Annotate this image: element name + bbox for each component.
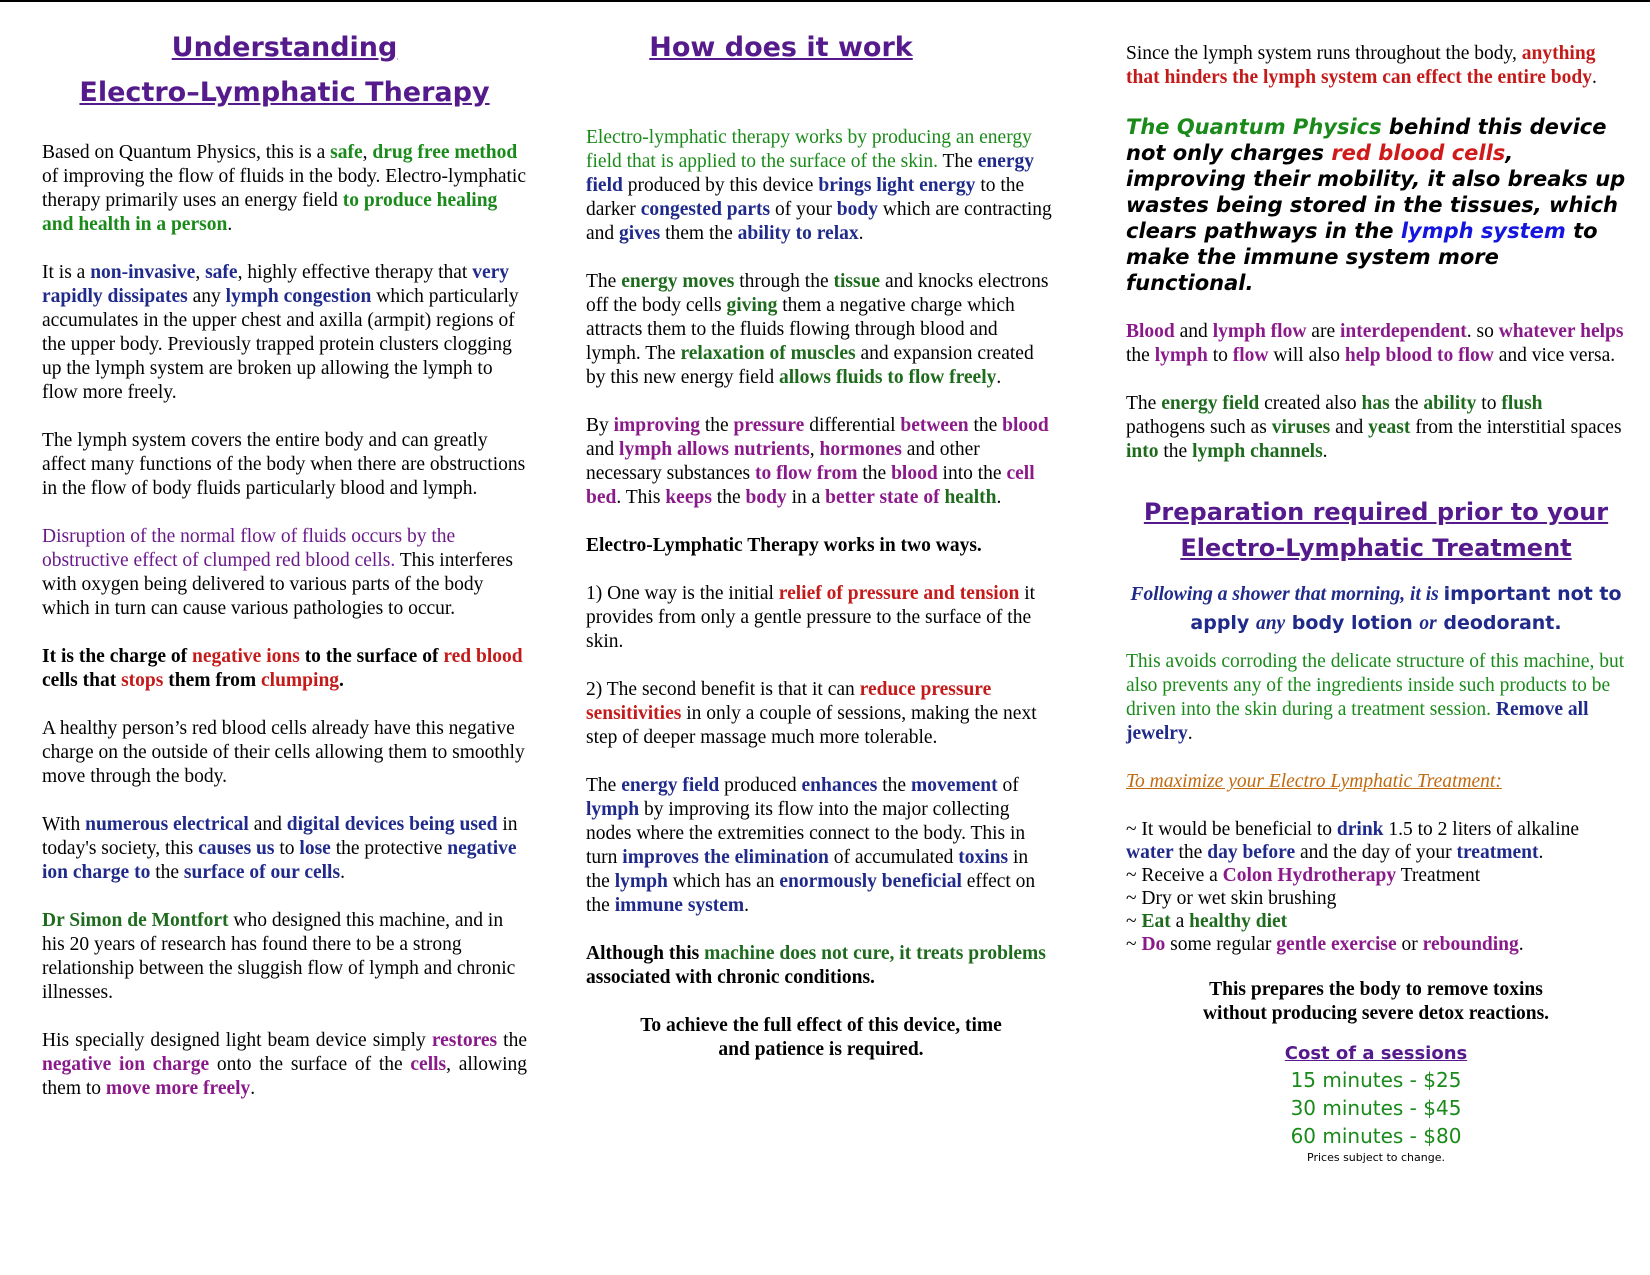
prices-note: Prices subject to change. xyxy=(1307,1151,1445,1164)
title-preparation-line1: Preparation required prior to your xyxy=(1143,498,1609,526)
title-understanding: Understanding xyxy=(171,32,398,63)
paragraph-no-lotion: Following a shower that morning, it is important not to apply any body lotion or deodorant. xyxy=(1130,583,1622,634)
list-item: ~ Eat a healthy diet xyxy=(1126,911,1288,932)
paragraph-energy-moves: The energy moves through the tissue and knocks electrons off the body cells giving them a negative charge which attracts them to the fluids flowing through blood and lymph. The relaxation of muscles and expansion created by this new energy field allows fluids to flow freely. xyxy=(586,271,1049,388)
paragraph-avoids-corroding: This avoids corroding the delicate structure of this machine, but also prevents any of the ingredients inside such products to be driven into the skin during a treatment session. Remove all jewelry. xyxy=(1126,651,1625,744)
price-30-minutes: 30 minutes - $45 xyxy=(1290,1096,1462,1120)
paragraph-does-not-cure: Although this machine does not cure, it treats problems associated with chronic conditions. xyxy=(586,943,1046,988)
paragraph-electrical-devices: With numerous electrical and digital devices being used in today's society, this causes us to lose the protective negative ion charge to the surface of our cells. xyxy=(42,814,518,883)
paragraph-way-one: 1) One way is the initial relief of pressure and tension it provides from only a gentle pressure to the surface of the skin. xyxy=(586,583,1036,652)
paragraph-quantum-physics: Based on Quantum Physics, this is a safe, drug free method of improving the flow of fluids in the body. Electro-lymphatic therapy primarily uses an energy field to produce healing and health in a person. xyxy=(42,142,526,235)
price-15-minutes: 15 minutes - $25 xyxy=(1290,1068,1462,1092)
paragraph-prepares-body: This prepares the body to remove toxins without producing severe detox reactions. xyxy=(1202,979,1550,1024)
paragraph-quantum-physics-device: The Quantum Physics behind this device not only charges red blood cells, improving their mobility, it also breaks up wastes being stored in the tissues, which clears pathways in the lymph system to make the immune system more functional. xyxy=(1126,115,1626,295)
list-item: ~ It would be beneficial to drink 1.5 to 2 liters of alkaline water the day before and the day of your treatment. xyxy=(1126,819,1580,863)
paragraph-energy-field: Electro-lymphatic therapy works by producing an energy field that is applied to the surface of the skin. The energy field produced by this device brings light energy to the darker congested parts of your body which are contracting and gives them the ability to relax. xyxy=(586,127,1052,244)
paragraph-negative-ions: It is the charge of negative ions to the surface of red blood cells that stops them from clumping. xyxy=(42,646,523,691)
list-item: ~ Do some regular gentle exercise or rebounding. xyxy=(1126,934,1524,955)
column-how-it-works xyxy=(586,0,1056,1086)
paragraph-flush-pathogens: The energy field created also has the ability to flush pathogens such as viruses and yeast from the interstitial spaces into the lymph channels. xyxy=(1126,393,1622,462)
list-item: ~ Receive a Colon Hydrotherapy Treatment xyxy=(1126,865,1481,886)
heading-maximize-treatment: To maximize your Electro Lymphatic Treatment: xyxy=(1126,771,1502,792)
paragraph-dr-simon: Dr Simon de Montfort who designed this machine, and in his 20 years of research has found there to be a strong relationship between the sluggish flow of lymph and chronic illnesses. xyxy=(42,910,516,1003)
paragraph-healthy-person: A healthy person’s red blood cells already have this negative charge on the outside of their cells allowing them to smoothly move through the body. xyxy=(42,718,525,787)
paragraph-disruption: Disruption of the normal flow of fluids occurs by the obstructive effect of clumped red blood cells. This interferes with oxygen being delivered to various parts of the body which in turn can cause various pathologies to occur. xyxy=(42,526,513,619)
price-60-minutes: 60 minutes - $80 xyxy=(1290,1124,1462,1148)
column-understanding xyxy=(42,0,527,1125)
paragraph-way-two: 2) The second benefit is that it can reduce pressure sensitivities in only a couple of sessions, making the next step of deeper massage much more tolerable. xyxy=(586,679,1037,748)
paragraph-pressure-differential: By improving the pressure differential between the blood and lymph allows nutrients, hormones and other necessary substances to flow from the blood into the cell bed. This keeps the body in a better state of health. xyxy=(586,415,1049,508)
paragraph-blood-and-lymph: Blood and lymph flow are interdependent. so whatever helps the lymph to flow will also help blood to flow and vice versa. xyxy=(1126,321,1624,366)
paragraph-lymph-system: The lymph system covers the entire body and can greatly affect many functions of the body when there are obstructions in the flow of body fluids particularly blood and lymph. xyxy=(42,430,526,499)
title-electro-lymphatic-therapy: Electro–Lymphatic Therapy xyxy=(79,77,490,108)
column-preparation xyxy=(1126,0,1626,1166)
cost-title: Cost of a sessions xyxy=(1284,1043,1468,1064)
paragraph-full-effect: To achieve the full effect of this device, time and patience is required. xyxy=(640,1015,1002,1060)
paragraph-lymph-runs-throughout: Since the lymph system runs throughout the body, anything that hinders the lymph system can effect the entire body. xyxy=(1126,43,1597,88)
paragraph-light-beam: His specially designed light beam device simply restores the negative ion charge onto the surface of the cells, allowing them to move more freely. xyxy=(42,1030,527,1099)
paragraph-two-ways: Electro-Lymphatic Therapy works in two ways. xyxy=(586,535,982,556)
title-how-does-it-work: How does it work xyxy=(649,32,913,63)
paragraph-enhances-lymph: The energy field produced enhances the movement of lymph by improving its flow into the major collecting nodes where the extremities connect to the body. This in turn improves the elimination of accumulated toxins in the lymph which has an enormously beneficial effect on the immune system. xyxy=(586,775,1036,916)
list-item: ~ Dry or wet skin brushing xyxy=(1126,888,1337,909)
tips-list xyxy=(1126,818,1626,956)
paragraph-non-invasive: It is a non-invasive, safe, highly effective therapy that very rapidly dissipates any lymph congestion which particularly accumulates in the upper chest and axilla (armpit) regions of the upper body. Previously trapped protein clusters clogging up the lymph system are broken up allowing the lymph to flow more freely. xyxy=(42,262,519,403)
title-preparation-line2: Electro-Lymphatic Treatment xyxy=(1180,534,1572,562)
